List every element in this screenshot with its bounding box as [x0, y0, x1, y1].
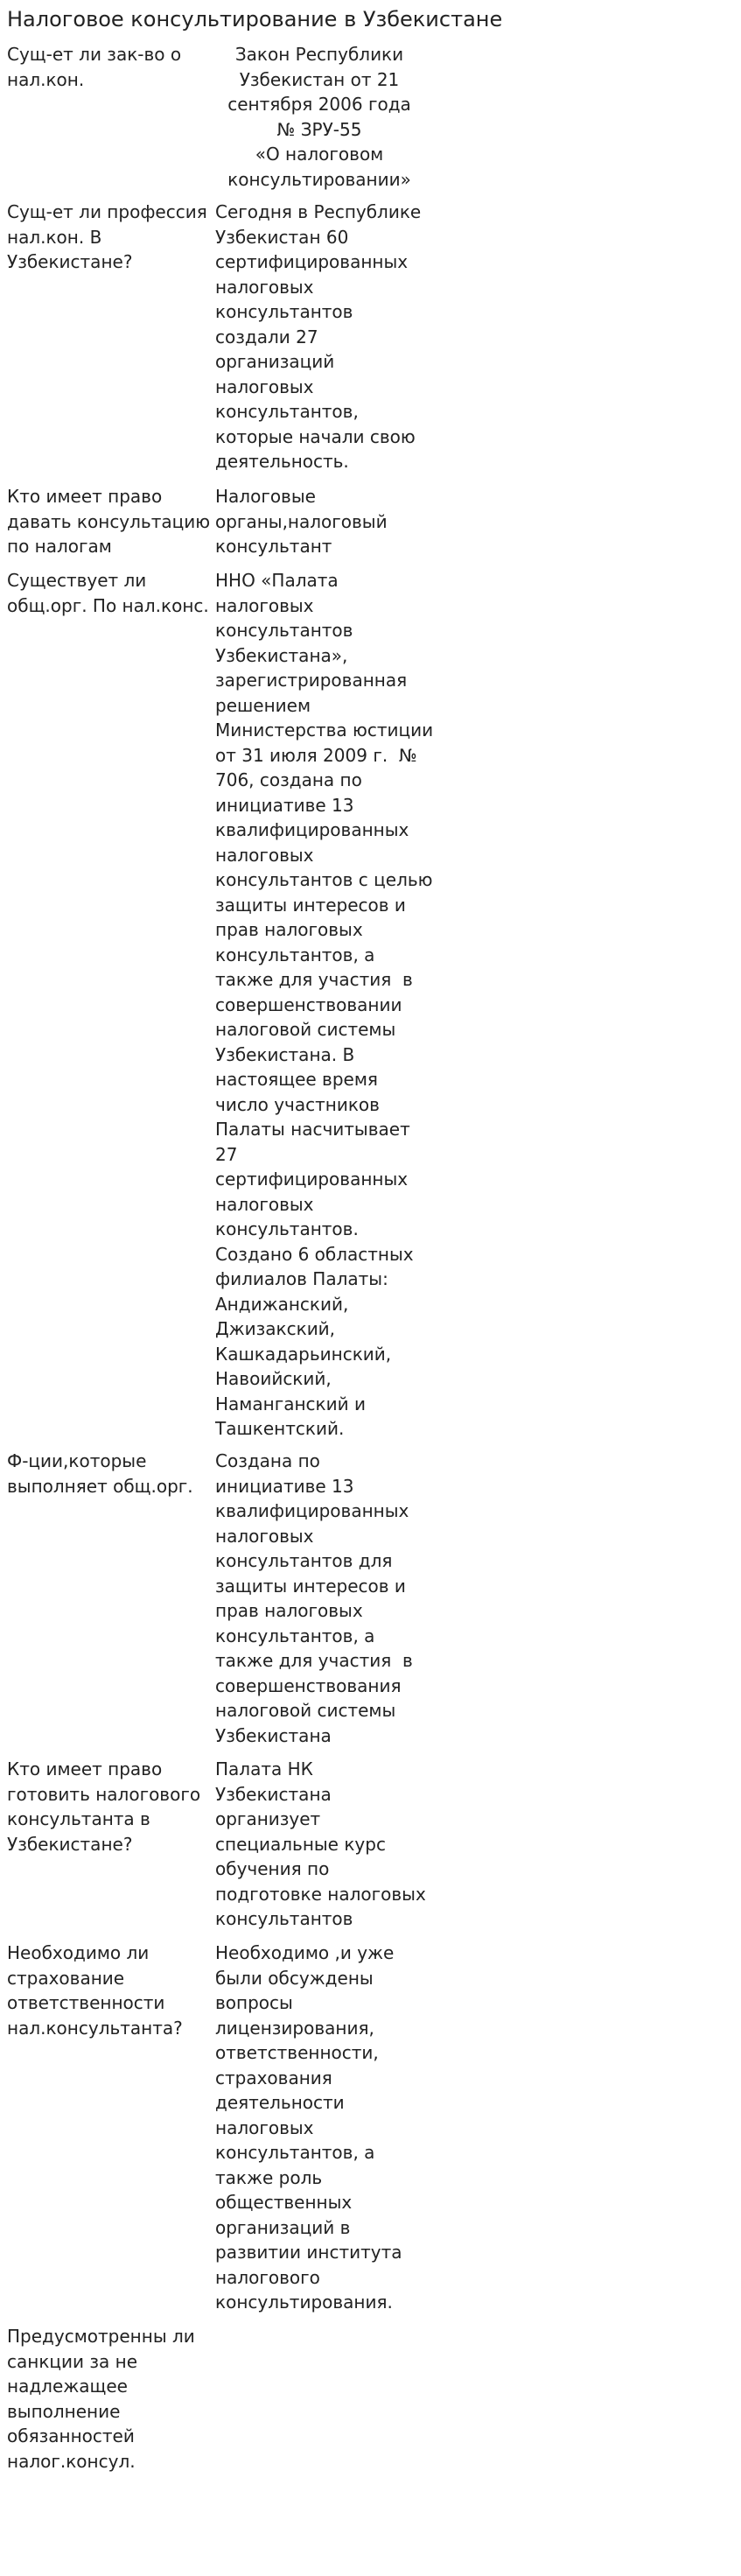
question-cell: Сущ-ет ли профессия нал.кон. В Узбекистане? — [7, 201, 207, 272]
question-cell: Необходимо ли страхование ответственности нал.консультанта? — [7, 1942, 183, 2039]
question-cell: Предусмотренны ли санкции за не надлежащее выполнение обязанностей налог.консул. — [7, 2326, 195, 2472]
question-cell: Сущ-ет ли зак-во о нал.кон. — [7, 44, 182, 90]
answer-cell: Палата НК Узбекистана организует специальные курс обучения по подготовке налоговых консультантов — [215, 1758, 426, 1929]
answer-cell: Необходимо ,и уже были обсуждены вопросы лицензирования, ответственности, страхования деятельности налоговых консультантов, а также роль общественных организаций в развитии института налогового консультирования. — [215, 1942, 402, 2313]
question-cell: Кто имеет право давать консультацию по налогам — [7, 486, 211, 557]
question-cell: Кто имеет право готовить налогового консультанта в Узбекистане? — [7, 1758, 201, 1855]
answer-cell: Сегодня в Республике Узбекистан 60 сертифицированных налоговых консультантов создали 27 организаций налоговых консультантов, которые начали свою деятельность. — [215, 201, 422, 472]
answer-cell: Закон Республики Узбекистан от 21 сентября 2006 года № ЗРУ-55 «О налоговом консультировании» — [227, 44, 411, 190]
answer-cell: ННО «Палата налоговых консультантов Узбекистана», зарегистрированная решением Министерства юстиции от 31 июля 2009 г. № 706, создана по инициативе 13 квалифицированных налоговых консультантов с целью защиты интересов и прав налоговых консультантов, а также для участия в совершенствовании налоговой системы Узбекистана. В настоящее время число участников Палаты насчитывает 27 сертифицированных налоговых консультантов. Создано 6 областных филиалов Палаты: Андижанский, Джизакский, Кашкадарьинский, Навоийский, Наманганский и Ташкентский. — [215, 570, 434, 1439]
answer-cell: Налоговые органы,налоговый консультант — [215, 486, 388, 557]
question-cell: Существует ли общ.орг. По нал.конс. — [7, 570, 209, 616]
answer-cell: Создана по инициативе 13 квалифицированных налоговых консультантов для защиты интересов и прав налоговых консультантов, а также для участия в совершенствования налоговой системы Узбекистана — [215, 1450, 413, 1746]
page-title: Налоговое консультирование в Узбекистане — [7, 7, 503, 32]
question-cell: Ф-ции,которые выполняет общ.орг. — [7, 1450, 193, 1497]
